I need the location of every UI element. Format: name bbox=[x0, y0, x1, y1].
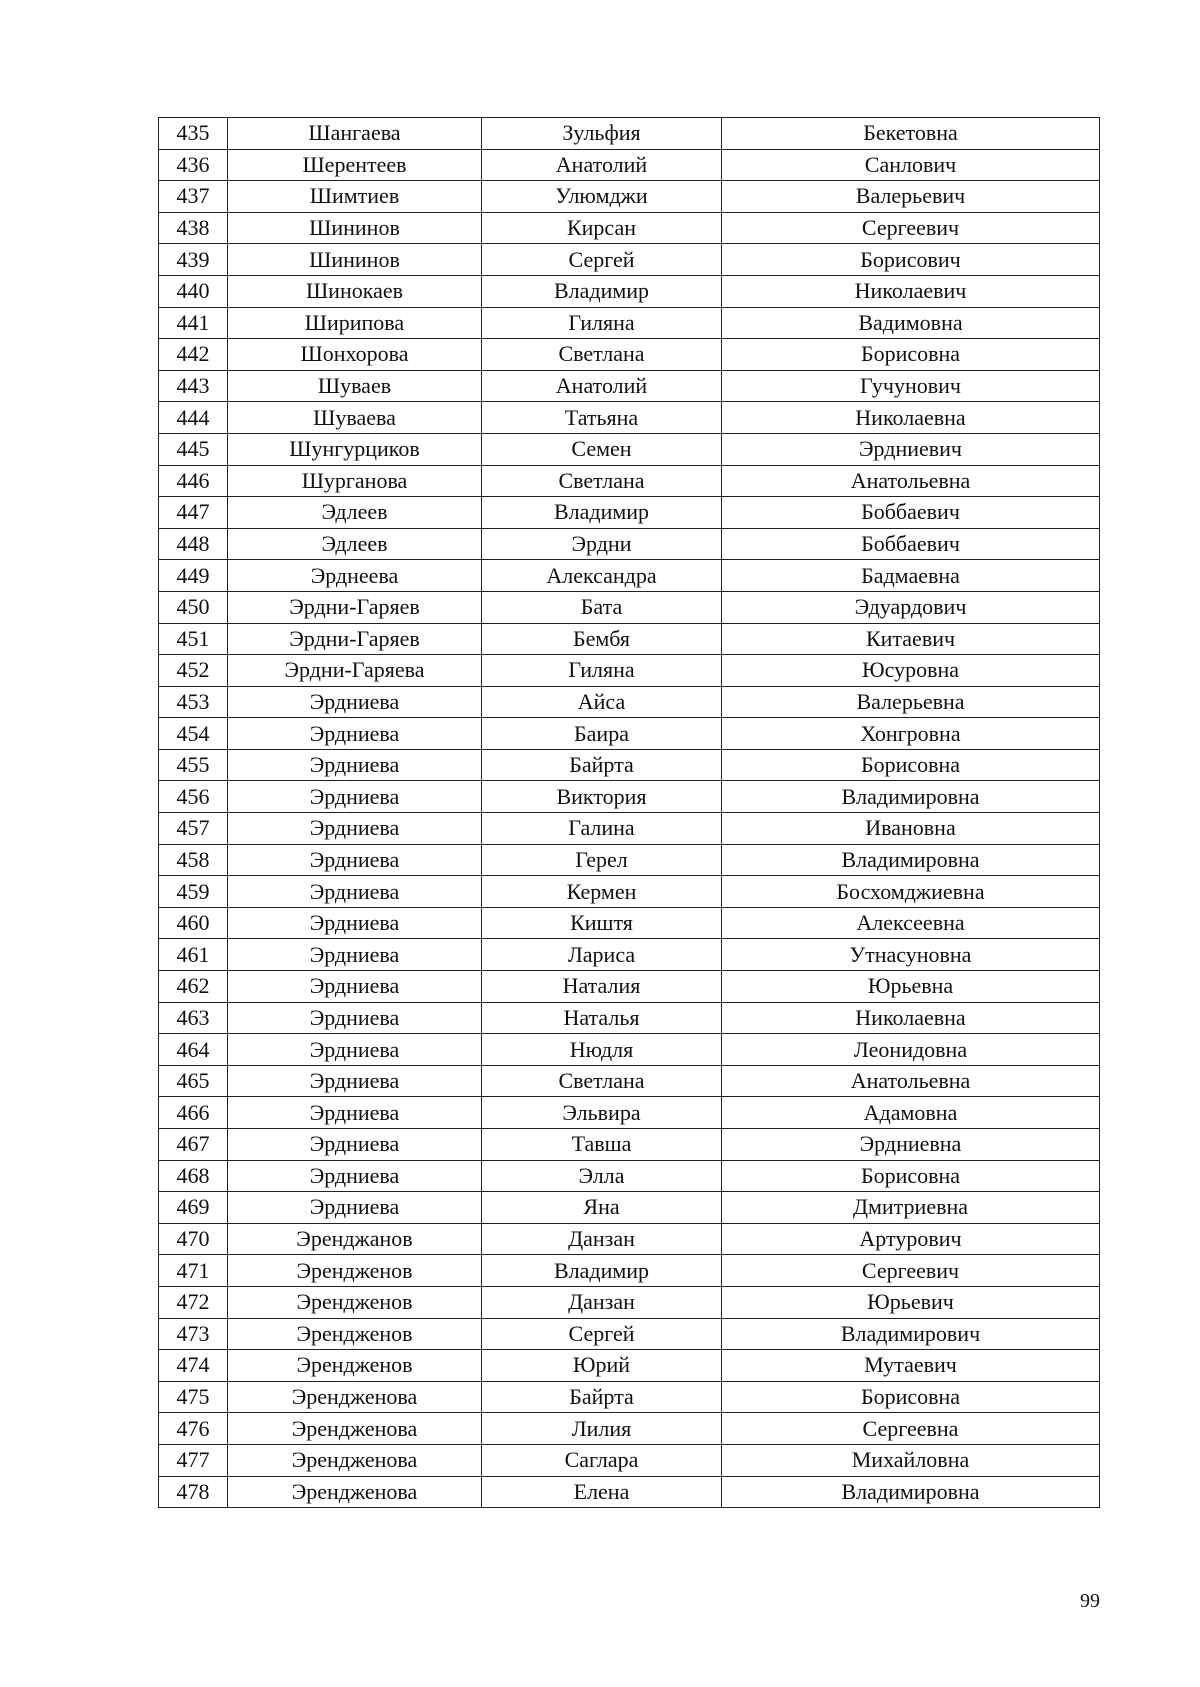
last-name-cell: Эрдниева bbox=[228, 1002, 482, 1034]
table-row bbox=[159, 1413, 1100, 1445]
table-row bbox=[159, 1444, 1100, 1476]
first-name-cell: Герел bbox=[482, 844, 722, 876]
last-name-cell: Шонхорова bbox=[228, 339, 482, 371]
last-name-cell: Эрдниева bbox=[228, 939, 482, 971]
patronymic-cell: Михайловна bbox=[722, 1444, 1100, 1476]
first-name-cell: Кермен bbox=[482, 876, 722, 908]
row-number-cell: 440 bbox=[159, 275, 228, 307]
patronymic-cell: Юрьевич bbox=[722, 1286, 1100, 1318]
table-row bbox=[159, 876, 1100, 908]
row-number-cell: 451 bbox=[159, 623, 228, 655]
patronymic-cell: Бекетовна bbox=[722, 118, 1100, 150]
table-row bbox=[159, 907, 1100, 939]
table-row bbox=[159, 1129, 1100, 1161]
table-row bbox=[159, 244, 1100, 276]
last-name-cell: Эрдниева bbox=[228, 718, 482, 750]
last-name-cell: Эрендженов bbox=[228, 1350, 482, 1382]
first-name-cell: Владимир bbox=[482, 1255, 722, 1287]
last-name-cell: Эрднеева bbox=[228, 560, 482, 592]
table-row bbox=[159, 939, 1100, 971]
row-number-cell: 469 bbox=[159, 1192, 228, 1224]
last-name-cell: Шунгурциков bbox=[228, 433, 482, 465]
row-number-cell: 471 bbox=[159, 1255, 228, 1287]
table-row bbox=[159, 149, 1100, 181]
patronymic-cell: Валерьевна bbox=[722, 686, 1100, 718]
row-number-cell: 461 bbox=[159, 939, 228, 971]
last-name-cell: Эдлеев bbox=[228, 497, 482, 529]
row-number-cell: 438 bbox=[159, 212, 228, 244]
patronymic-cell: Леонидовна bbox=[722, 1034, 1100, 1066]
patronymic-cell: Утнасуновна bbox=[722, 939, 1100, 971]
patronymic-cell: Хонгровна bbox=[722, 718, 1100, 750]
patronymic-cell: Анатольевна bbox=[722, 465, 1100, 497]
last-name-cell: Эрдниева bbox=[228, 1097, 482, 1129]
row-number-cell: 442 bbox=[159, 339, 228, 371]
patronymic-cell: Артурович bbox=[722, 1223, 1100, 1255]
table-row bbox=[159, 844, 1100, 876]
last-name-cell: Эрдниева bbox=[228, 876, 482, 908]
last-name-cell: Эрдниева bbox=[228, 971, 482, 1003]
row-number-cell: 458 bbox=[159, 844, 228, 876]
patronymic-cell: Сергеевич bbox=[722, 1255, 1100, 1287]
patronymic-cell: Анатольевна bbox=[722, 1065, 1100, 1097]
row-number-cell: 443 bbox=[159, 370, 228, 402]
first-name-cell: Юрий bbox=[482, 1350, 722, 1382]
first-name-cell: Светлана bbox=[482, 465, 722, 497]
first-name-cell: Зульфия bbox=[482, 118, 722, 150]
first-name-cell: Кирсан bbox=[482, 212, 722, 244]
first-name-cell: Саглара bbox=[482, 1444, 722, 1476]
last-name-cell: Эрендженова bbox=[228, 1476, 482, 1508]
patronymic-cell: Сергеевна bbox=[722, 1413, 1100, 1445]
table-row bbox=[159, 1223, 1100, 1255]
table-row bbox=[159, 465, 1100, 497]
last-name-cell: Эрендженова bbox=[228, 1413, 482, 1445]
table-row bbox=[159, 591, 1100, 623]
first-name-cell: Улюмджи bbox=[482, 181, 722, 213]
row-number-cell: 452 bbox=[159, 655, 228, 687]
last-name-cell: Эрдниева bbox=[228, 781, 482, 813]
row-number-cell: 450 bbox=[159, 591, 228, 623]
patronymic-cell: Владимирович bbox=[722, 1318, 1100, 1350]
first-name-cell: Елена bbox=[482, 1476, 722, 1508]
patronymic-cell: Боббаевич bbox=[722, 528, 1100, 560]
row-number-cell: 474 bbox=[159, 1350, 228, 1382]
table-row bbox=[159, 1350, 1100, 1382]
first-name-cell: Бембя bbox=[482, 623, 722, 655]
first-name-cell: Светлана bbox=[482, 1065, 722, 1097]
table-row bbox=[159, 118, 1100, 150]
table-row bbox=[159, 497, 1100, 529]
last-name-cell: Шимтиев bbox=[228, 181, 482, 213]
row-number-cell: 463 bbox=[159, 1002, 228, 1034]
row-number-cell: 449 bbox=[159, 560, 228, 592]
first-name-cell: Элла bbox=[482, 1160, 722, 1192]
last-name-cell: Шининов bbox=[228, 212, 482, 244]
last-name-cell: Шининов bbox=[228, 244, 482, 276]
patronymic-cell: Дмитриевна bbox=[722, 1192, 1100, 1224]
first-name-cell: Наталья bbox=[482, 1002, 722, 1034]
table-row bbox=[159, 813, 1100, 845]
patronymic-cell: Алексеевна bbox=[722, 907, 1100, 939]
row-number-cell: 439 bbox=[159, 244, 228, 276]
last-name-cell: Эрдниева bbox=[228, 1192, 482, 1224]
last-name-cell: Шинокаев bbox=[228, 275, 482, 307]
last-name-cell: Эрдниева bbox=[228, 907, 482, 939]
patronymic-cell: Николаевна bbox=[722, 1002, 1100, 1034]
patronymic-cell: Ивановна bbox=[722, 813, 1100, 845]
last-name-cell: Эренджанов bbox=[228, 1223, 482, 1255]
table-row bbox=[159, 181, 1100, 213]
table-row bbox=[159, 1318, 1100, 1350]
last-name-cell: Эрендженова bbox=[228, 1381, 482, 1413]
first-name-cell: Наталия bbox=[482, 971, 722, 1003]
patronymic-cell: Борисовна bbox=[722, 1381, 1100, 1413]
patronymic-cell: Владимировна bbox=[722, 844, 1100, 876]
table-row bbox=[159, 560, 1100, 592]
first-name-cell: Яна bbox=[482, 1192, 722, 1224]
table-row bbox=[159, 781, 1100, 813]
row-number-cell: 446 bbox=[159, 465, 228, 497]
names-table-body bbox=[159, 118, 1100, 1508]
last-name-cell: Шуваева bbox=[228, 402, 482, 434]
last-name-cell: Эрдни-Гаряев bbox=[228, 623, 482, 655]
row-number-cell: 466 bbox=[159, 1097, 228, 1129]
patronymic-cell: Юсуровна bbox=[722, 655, 1100, 687]
last-name-cell: Шурганова bbox=[228, 465, 482, 497]
table-row bbox=[159, 212, 1100, 244]
page-number: 99 bbox=[1080, 1590, 1100, 1612]
first-name-cell: Гиляна bbox=[482, 655, 722, 687]
row-number-cell: 473 bbox=[159, 1318, 228, 1350]
table-row bbox=[159, 1192, 1100, 1224]
row-number-cell: 445 bbox=[159, 433, 228, 465]
row-number-cell: 441 bbox=[159, 307, 228, 339]
table-row bbox=[159, 307, 1100, 339]
row-number-cell: 448 bbox=[159, 528, 228, 560]
row-number-cell: 436 bbox=[159, 149, 228, 181]
row-number-cell: 455 bbox=[159, 749, 228, 781]
patronymic-cell: Эрдниевна bbox=[722, 1129, 1100, 1161]
table-row bbox=[159, 1286, 1100, 1318]
last-name-cell: Эрдниева bbox=[228, 686, 482, 718]
first-name-cell: Байрта bbox=[482, 1381, 722, 1413]
first-name-cell: Данзан bbox=[482, 1286, 722, 1318]
row-number-cell: 478 bbox=[159, 1476, 228, 1508]
table-row bbox=[159, 275, 1100, 307]
row-number-cell: 465 bbox=[159, 1065, 228, 1097]
first-name-cell: Бата bbox=[482, 591, 722, 623]
patronymic-cell: Санлович bbox=[722, 149, 1100, 181]
patronymic-cell: Борисовна bbox=[722, 339, 1100, 371]
row-number-cell: 437 bbox=[159, 181, 228, 213]
patronymic-cell: Китаевич bbox=[722, 623, 1100, 655]
row-number-cell: 475 bbox=[159, 1381, 228, 1413]
table-row bbox=[159, 339, 1100, 371]
table-row bbox=[159, 433, 1100, 465]
row-number-cell: 476 bbox=[159, 1413, 228, 1445]
last-name-cell: Эрдниева bbox=[228, 813, 482, 845]
first-name-cell: Лилия bbox=[482, 1413, 722, 1445]
first-name-cell: Светлана bbox=[482, 339, 722, 371]
patronymic-cell: Адамовна bbox=[722, 1097, 1100, 1129]
row-number-cell: 435 bbox=[159, 118, 228, 150]
first-name-cell: Галина bbox=[482, 813, 722, 845]
row-number-cell: 462 bbox=[159, 971, 228, 1003]
table-row bbox=[159, 1160, 1100, 1192]
first-name-cell: Киштя bbox=[482, 907, 722, 939]
patronymic-cell: Борисовна bbox=[722, 1160, 1100, 1192]
first-name-cell: Владимир bbox=[482, 275, 722, 307]
table-row bbox=[159, 1034, 1100, 1066]
last-name-cell: Эрдниева bbox=[228, 1129, 482, 1161]
table-row bbox=[159, 528, 1100, 560]
last-name-cell: Эрендженова bbox=[228, 1444, 482, 1476]
first-name-cell: Эльвира bbox=[482, 1097, 722, 1129]
row-number-cell: 457 bbox=[159, 813, 228, 845]
first-name-cell: Сергей bbox=[482, 1318, 722, 1350]
last-name-cell: Шангаева bbox=[228, 118, 482, 150]
patronymic-cell: Босхомджиевна bbox=[722, 876, 1100, 908]
table-row bbox=[159, 1476, 1100, 1508]
table-row bbox=[159, 1097, 1100, 1129]
last-name-cell: Эрдни-Гаряев bbox=[228, 591, 482, 623]
first-name-cell: Айса bbox=[482, 686, 722, 718]
table-row bbox=[159, 655, 1100, 687]
last-name-cell: Эрдниева bbox=[228, 844, 482, 876]
last-name-cell: Эрдниева bbox=[228, 1160, 482, 1192]
patronymic-cell: Бадмаевна bbox=[722, 560, 1100, 592]
patronymic-cell: Эдуардович bbox=[722, 591, 1100, 623]
table-row bbox=[159, 718, 1100, 750]
last-name-cell: Эдлеев bbox=[228, 528, 482, 560]
row-number-cell: 454 bbox=[159, 718, 228, 750]
first-name-cell: Анатолий bbox=[482, 149, 722, 181]
first-name-cell: Данзан bbox=[482, 1223, 722, 1255]
first-name-cell: Сергей bbox=[482, 244, 722, 276]
first-name-cell: Баира bbox=[482, 718, 722, 750]
first-name-cell: Александра bbox=[482, 560, 722, 592]
patronymic-cell: Эрдниевич bbox=[722, 433, 1100, 465]
table-row bbox=[159, 1065, 1100, 1097]
row-number-cell: 472 bbox=[159, 1286, 228, 1318]
first-name-cell: Гиляна bbox=[482, 307, 722, 339]
row-number-cell: 447 bbox=[159, 497, 228, 529]
row-number-cell: 456 bbox=[159, 781, 228, 813]
first-name-cell: Эрдни bbox=[482, 528, 722, 560]
first-name-cell: Татьяна bbox=[482, 402, 722, 434]
table-row bbox=[159, 370, 1100, 402]
patronymic-cell: Юрьевна bbox=[722, 971, 1100, 1003]
first-name-cell: Владимир bbox=[482, 497, 722, 529]
patronymic-cell: Вадимовна bbox=[722, 307, 1100, 339]
patronymic-cell: Сергеевич bbox=[722, 212, 1100, 244]
row-number-cell: 460 bbox=[159, 907, 228, 939]
last-name-cell: Эрендженов bbox=[228, 1286, 482, 1318]
patronymic-cell: Мутаевич bbox=[722, 1350, 1100, 1382]
last-name-cell: Эрдни-Гаряева bbox=[228, 655, 482, 687]
first-name-cell: Семен bbox=[482, 433, 722, 465]
patronymic-cell: Валерьевич bbox=[722, 181, 1100, 213]
names-table bbox=[158, 117, 1100, 1508]
last-name-cell: Эрендженов bbox=[228, 1255, 482, 1287]
table-row bbox=[159, 749, 1100, 781]
patronymic-cell: Борисовна bbox=[722, 749, 1100, 781]
first-name-cell: Тавша bbox=[482, 1129, 722, 1161]
row-number-cell: 468 bbox=[159, 1160, 228, 1192]
first-name-cell: Байрта bbox=[482, 749, 722, 781]
patronymic-cell: Боббаевич bbox=[722, 497, 1100, 529]
table-row bbox=[159, 686, 1100, 718]
table-row bbox=[159, 1255, 1100, 1287]
patronymic-cell: Николаевич bbox=[722, 275, 1100, 307]
last-name-cell: Ширипова bbox=[228, 307, 482, 339]
patronymic-cell: Николаевна bbox=[722, 402, 1100, 434]
patronymic-cell: Владимировна bbox=[722, 1476, 1100, 1508]
last-name-cell: Эрдниева bbox=[228, 749, 482, 781]
last-name-cell: Шуваев bbox=[228, 370, 482, 402]
row-number-cell: 467 bbox=[159, 1129, 228, 1161]
row-number-cell: 453 bbox=[159, 686, 228, 718]
patronymic-cell: Борисович bbox=[722, 244, 1100, 276]
patronymic-cell: Гучунович bbox=[722, 370, 1100, 402]
table-row bbox=[159, 402, 1100, 434]
table-row bbox=[159, 623, 1100, 655]
row-number-cell: 464 bbox=[159, 1034, 228, 1066]
first-name-cell: Анатолий bbox=[482, 370, 722, 402]
row-number-cell: 477 bbox=[159, 1444, 228, 1476]
row-number-cell: 444 bbox=[159, 402, 228, 434]
table-row bbox=[159, 1002, 1100, 1034]
row-number-cell: 459 bbox=[159, 876, 228, 908]
table-row bbox=[159, 1381, 1100, 1413]
last-name-cell: Эрдниева bbox=[228, 1034, 482, 1066]
patronymic-cell: Владимировна bbox=[722, 781, 1100, 813]
first-name-cell: Виктория bbox=[482, 781, 722, 813]
table-row bbox=[159, 971, 1100, 1003]
row-number-cell: 470 bbox=[159, 1223, 228, 1255]
last-name-cell: Шерентеев bbox=[228, 149, 482, 181]
last-name-cell: Эрдниева bbox=[228, 1065, 482, 1097]
first-name-cell: Лариса bbox=[482, 939, 722, 971]
first-name-cell: Нюдля bbox=[482, 1034, 722, 1066]
last-name-cell: Эрендженов bbox=[228, 1318, 482, 1350]
